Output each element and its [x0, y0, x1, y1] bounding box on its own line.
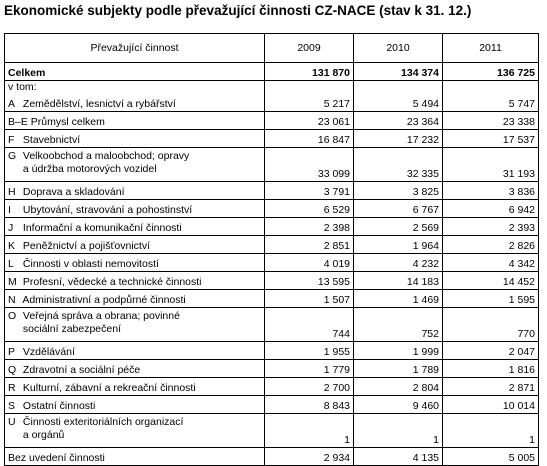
value-2009: 3 791 [265, 182, 354, 200]
value-2011: 23 338 [443, 112, 539, 130]
subheading-label: v tom: [5, 81, 265, 95]
value-2010: 6 767 [354, 200, 443, 218]
value-2009: 33 099 [265, 148, 354, 182]
value-2011: 1 816 [443, 360, 539, 378]
activity-cell [5, 360, 265, 378]
activity-label: Činnosti v oblasti nemovitostí [22, 258, 159, 270]
nace-code: N [8, 294, 16, 306]
total-label: Celkem [5, 63, 265, 81]
total-2011: 136 725 [443, 63, 539, 81]
activity-cell [5, 254, 265, 272]
value-2010: 23 364 [354, 112, 443, 130]
activity-label: Administrativní a podpůrné činnosti [22, 294, 186, 306]
nace-code: U [8, 416, 16, 428]
value-2011: 3 836 [443, 182, 539, 200]
unspecified-2010: 4 135 [354, 448, 443, 466]
activity-cell [5, 112, 265, 130]
table-row [5, 272, 539, 290]
value-2009: 1 507 [265, 290, 354, 308]
activity-label: Informační a komunikační činnosti [22, 222, 182, 234]
table-row [5, 360, 539, 378]
unspecified-2011: 5 005 [443, 448, 539, 466]
subheading-row [5, 81, 539, 95]
value-2009: 2 700 [265, 378, 354, 396]
value-2010: 5 494 [354, 94, 443, 112]
activity-label: Kulturní, zábavní a rekreační činnosti [22, 382, 196, 394]
value-2010: 752 [354, 308, 443, 342]
activity-cell [5, 130, 265, 148]
value-2010: 1 [354, 414, 443, 448]
table-row [5, 218, 539, 236]
activity-label: Doprava a skladování [22, 186, 125, 198]
nace-code: A [8, 98, 16, 110]
activity-cell [5, 200, 265, 218]
activity-cell [5, 272, 265, 290]
nace-code: P [8, 346, 16, 358]
activity-cell [5, 94, 265, 112]
table-row [5, 290, 539, 308]
total-2009: 131 870 [265, 63, 354, 81]
activity-cell [5, 182, 265, 200]
nace-code: L [8, 258, 14, 270]
nace-code: O [8, 310, 17, 322]
value-2011: 14 452 [443, 272, 539, 290]
value-2011: 1 [443, 414, 539, 448]
activity-label: Zdravotní a sociální péče [22, 364, 141, 376]
header-2009: 2009 [265, 34, 354, 63]
value-2009: 23 061 [265, 112, 354, 130]
activity-label-line1: Veřejná správa a obrana; povinné [22, 310, 180, 322]
value-2010: 1 964 [354, 236, 443, 254]
activity-label-line1: Velkoobchod a maloobchod; opravy [22, 150, 190, 162]
activity-label: Ubytování, stravování a pohostinství [22, 204, 193, 216]
activity-label: Průmysl celkem [30, 116, 105, 128]
value-2009: 2 398 [265, 218, 354, 236]
value-2011: 2 871 [443, 378, 539, 396]
nace-code: S [8, 400, 16, 412]
total-2010: 134 374 [354, 63, 443, 81]
unspecified-label: Bez uvedení činnosti [5, 448, 265, 466]
value-2010: 4 232 [354, 254, 443, 272]
header-2010: 2010 [354, 34, 443, 63]
activity-label: Peněžnictví a pojišťovnictví [22, 240, 151, 252]
activity-cell [5, 218, 265, 236]
activity-label: Profesní, vědecké a technické činnosti [22, 276, 202, 288]
activity-label-line2: a údržba motorových vozidel [22, 163, 157, 175]
nace-code: M [8, 276, 17, 288]
nace-code: I [8, 204, 11, 216]
value-2010: 17 232 [354, 130, 443, 148]
table-row [5, 342, 539, 360]
table-row [5, 236, 539, 254]
value-2010: 14 183 [354, 272, 443, 290]
value-2011: 770 [443, 308, 539, 342]
activity-label: Zemědělství, lesnictví a rybářství [22, 98, 176, 110]
value-2011: 4 342 [443, 254, 539, 272]
activity-label: Ostatní činnosti [22, 400, 96, 412]
activity-cell [5, 396, 265, 414]
value-2010: 1 999 [354, 342, 443, 360]
value-2010: 2 569 [354, 218, 443, 236]
value-2011: 5 747 [443, 94, 539, 112]
nace-code: G [8, 150, 17, 162]
total-row [5, 63, 539, 81]
value-2009: 8 843 [265, 396, 354, 414]
activity-label-line2: a orgánů [22, 429, 65, 441]
value-2011: 2 826 [443, 236, 539, 254]
economic-subjects-table [4, 33, 539, 466]
table-row [5, 200, 539, 218]
table-row [5, 254, 539, 272]
activity-label-line1: Činnosti exteritoriálních organizací [22, 416, 184, 428]
activity-cell [5, 342, 265, 360]
value-2011: 2 393 [443, 218, 539, 236]
activity-cell [5, 290, 265, 308]
table-row [5, 148, 539, 182]
value-2009: 1 [265, 414, 354, 448]
table-row [5, 378, 539, 396]
value-2009: 13 595 [265, 272, 354, 290]
table-title: Ekonomické subjekty podle převažující činnosti CZ-NACE (stav k 31. 12.) [4, 3, 472, 18]
value-2010: 9 460 [354, 396, 443, 414]
value-2010: 1 789 [354, 360, 443, 378]
header-row [5, 34, 539, 63]
value-2009: 1 779 [265, 360, 354, 378]
unspecified-row [5, 448, 539, 466]
value-2011: 6 942 [443, 200, 539, 218]
value-2010: 32 335 [354, 148, 443, 182]
value-2011: 10 014 [443, 396, 539, 414]
value-2010: 3 825 [354, 182, 443, 200]
nace-code: Q [8, 364, 17, 376]
activity-cell [5, 378, 265, 396]
value-2011: 1 595 [443, 290, 539, 308]
nace-code: K [8, 240, 16, 252]
value-2009: 5 217 [265, 94, 354, 112]
activity-label-line2: sociální zabezpečení [22, 323, 121, 335]
nace-code: J [8, 222, 14, 234]
activity-cell [5, 236, 265, 254]
value-2009: 4 019 [265, 254, 354, 272]
value-2010: 2 804 [354, 378, 443, 396]
value-2009: 16 847 [265, 130, 354, 148]
table-row [5, 94, 539, 112]
unspecified-2009: 2 934 [265, 448, 354, 466]
nace-code: H [8, 186, 16, 198]
table-row [5, 396, 539, 414]
activity-label: Vzdělávání [22, 346, 75, 358]
table-row [5, 112, 539, 130]
value-2009: 6 529 [265, 200, 354, 218]
table-row [5, 414, 539, 448]
value-2011: 17 537 [443, 130, 539, 148]
value-2011: 2 047 [443, 342, 539, 360]
table-row [5, 308, 539, 342]
table-row [5, 130, 539, 148]
header-2011: 2011 [443, 34, 539, 63]
activity-cell [5, 148, 265, 182]
activity-label: Stavebnictví [22, 134, 81, 146]
nace-code: B–E [8, 116, 28, 128]
activity-cell [5, 308, 265, 342]
header-activity: Převažující činnost [5, 34, 265, 63]
nace-code: F [8, 134, 15, 146]
nace-code: R [8, 382, 16, 394]
value-2009: 1 955 [265, 342, 354, 360]
activity-cell [5, 414, 265, 448]
value-2009: 2 851 [265, 236, 354, 254]
value-2011: 31 193 [443, 148, 539, 182]
table-row [5, 182, 539, 200]
value-2010: 1 469 [354, 290, 443, 308]
value-2009: 744 [265, 308, 354, 342]
